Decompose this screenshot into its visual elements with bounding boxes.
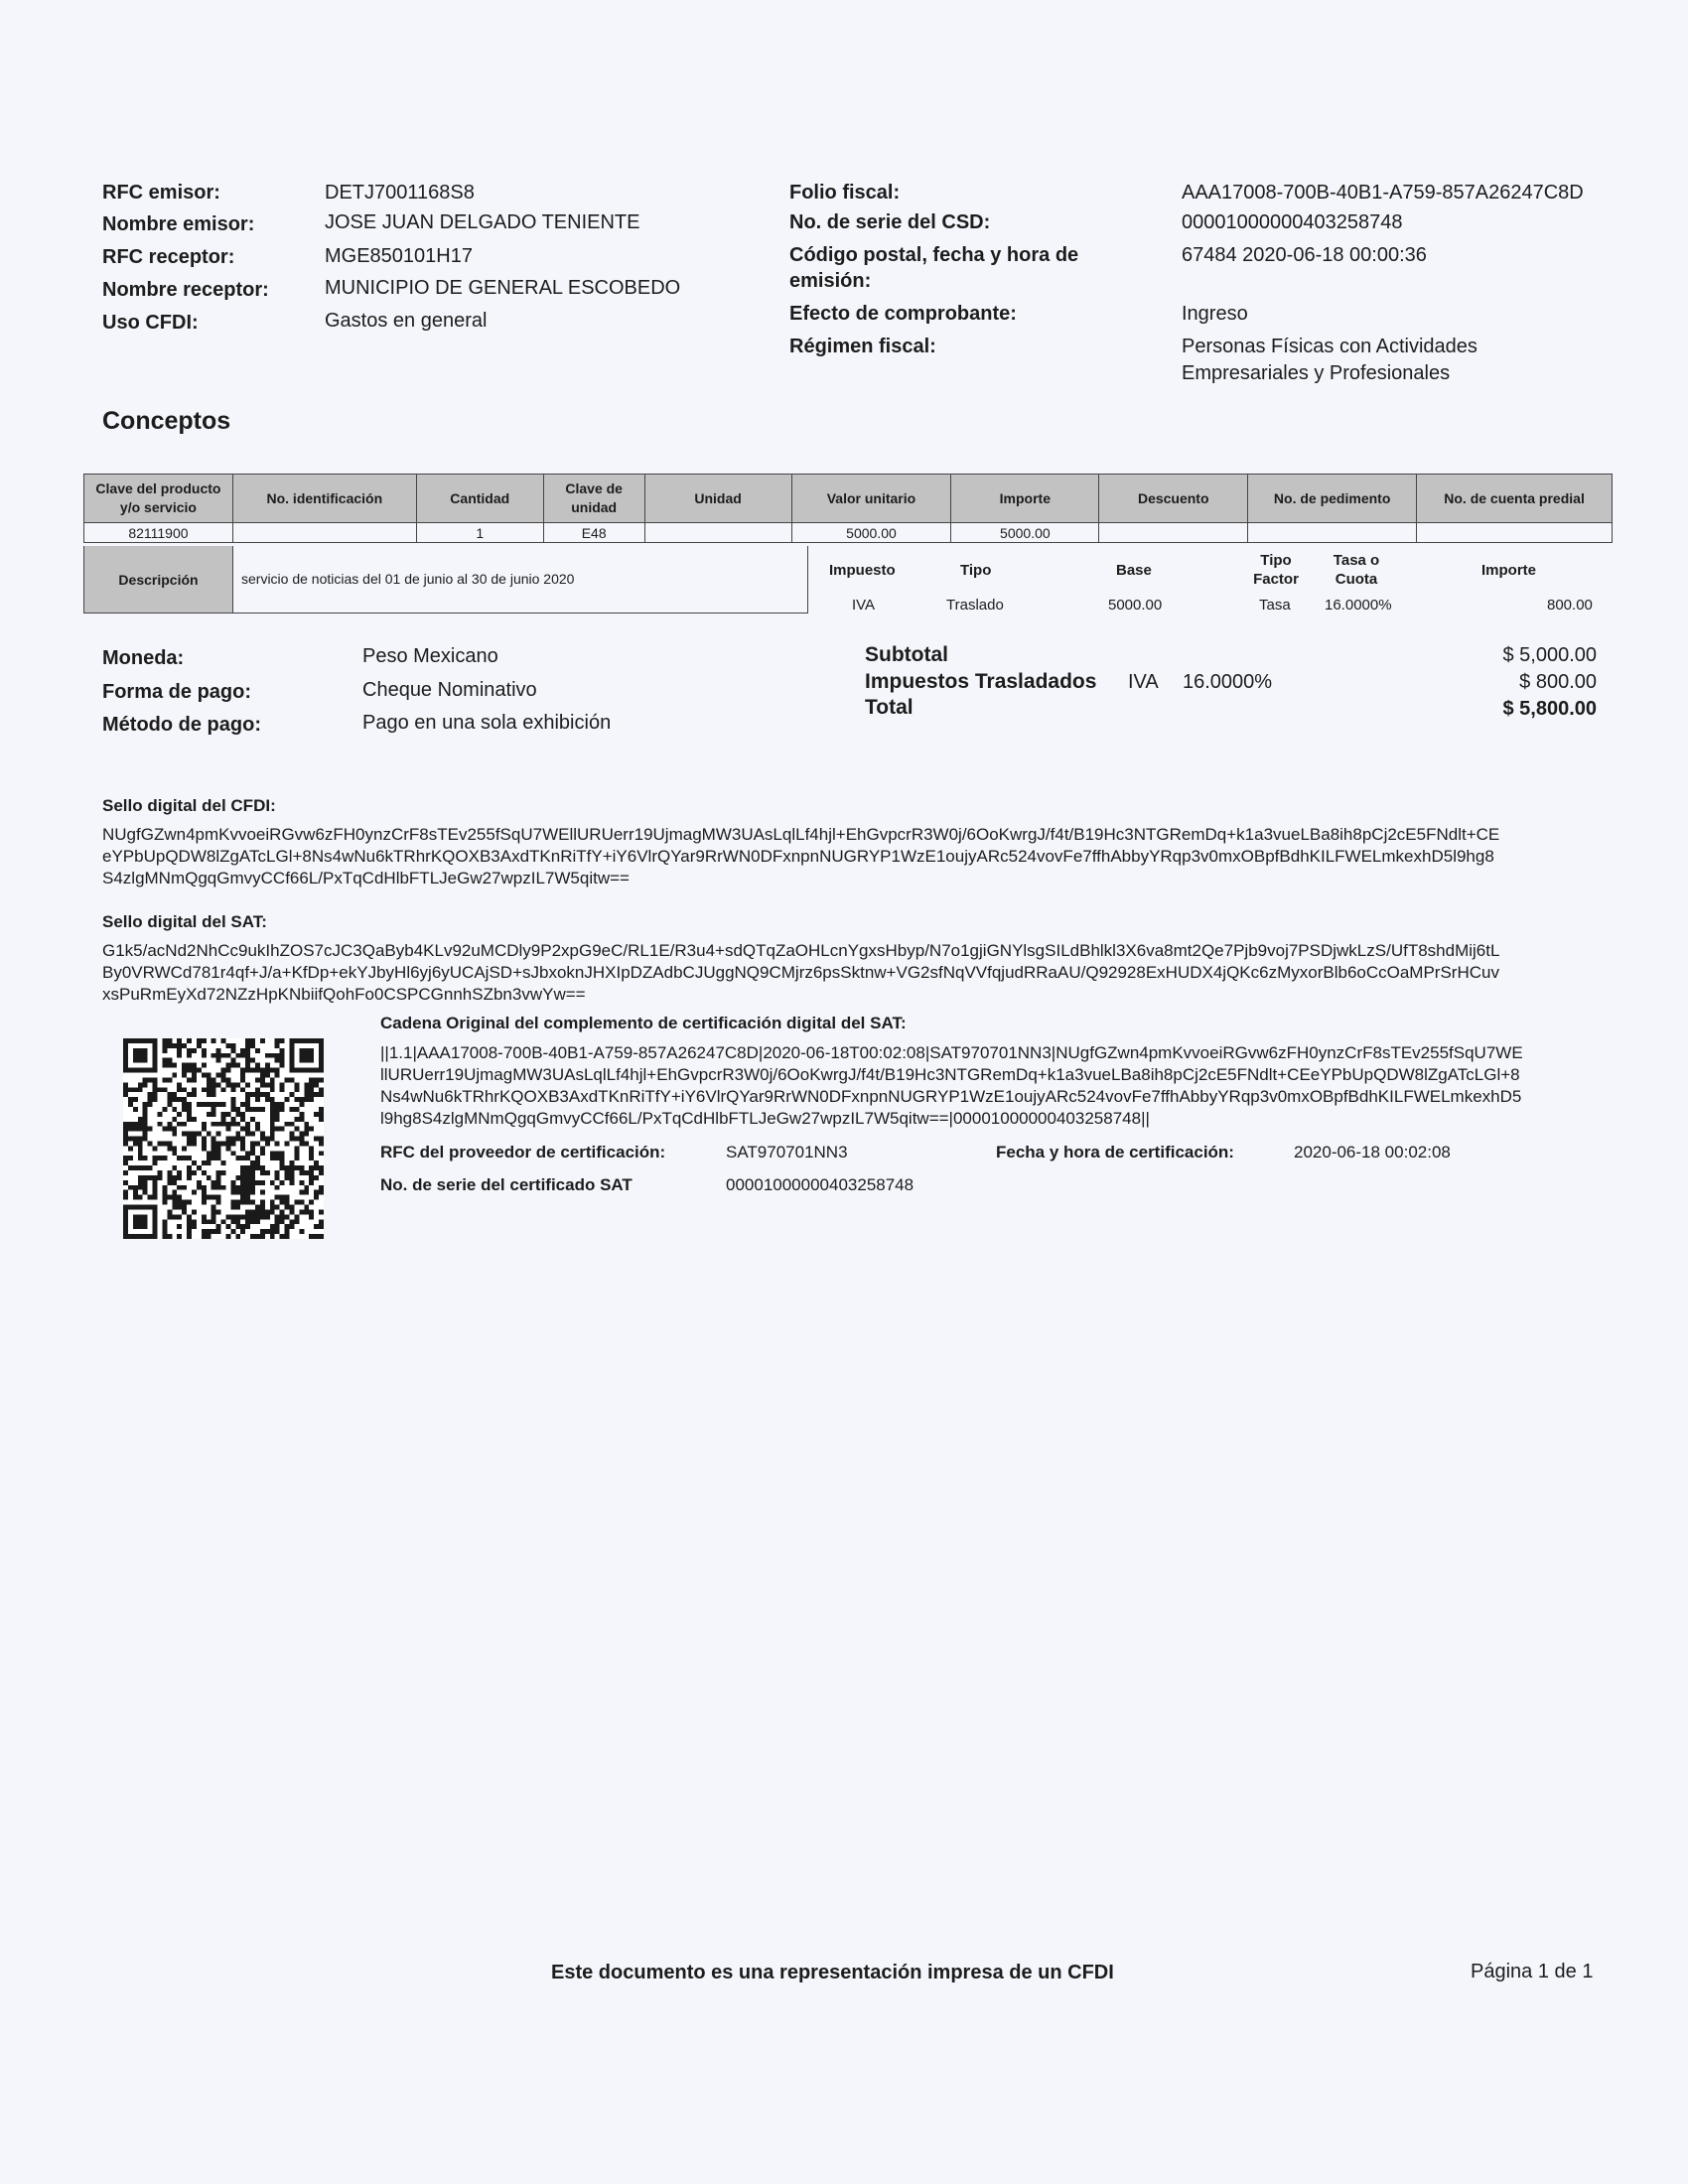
cadena-label: Cadena Original del complemento de certificación digital del SAT: xyxy=(380,1014,907,1032)
cadena-line: llURUerr19UjmagMW3UAsLqlLf4hjl+EhGvpcrR3W0j/6OoKwrgJ/f4t/B19Hc3NTGRemDq+k1a3vueLBa8ih8pCj2cE5FNdlt+CEeYPbUpQDW8lZgATcLGl+8 xyxy=(380,1065,1520,1084)
folio-fiscal-value: AAA17008-700B-40B1-A759-857A26247C8D xyxy=(1182,182,1584,204)
col-cantidad: Cantidad xyxy=(416,475,543,523)
impuestos-tasa: 16.0000% xyxy=(1183,671,1273,693)
total-label: Total xyxy=(865,696,914,719)
impuestos-value: $ 800.00 xyxy=(1519,671,1597,693)
col-descuento: Descuento xyxy=(1099,475,1248,523)
col-no-identificacion: No. identificación xyxy=(232,475,416,523)
regimen-value-1: Personas Físicas con Actividades xyxy=(1182,336,1477,357)
rfc-emisor-value: DETJ7001168S8 xyxy=(325,182,475,204)
regimen-value-2: Empresariales y Profesionales xyxy=(1182,362,1451,384)
tax-hdr-base: Base xyxy=(1116,562,1152,579)
rfc-emisor-label: RFC emisor: xyxy=(102,182,220,204)
footer-note: Este documento es una representación impresa de un CFDI xyxy=(551,1962,1114,1983)
col-clave-producto: Clave del producto y/o servicio xyxy=(84,475,233,523)
cell-importe: 5000.00 xyxy=(951,523,1099,543)
cell-clave-unidad: E48 xyxy=(543,523,644,543)
sello-sat-line: G1k5/acNd2NhCc9ukIhZOS7cJC3QaByb4KLv92uMCDly9P2xpG9eC/RL1E/R3u4+sdQTqZaOHLcnYgxsHbyp/N7o1gjiGNYlsgSILdBhlkl3X6va8mt2Qe7Pjb9voj7PSDjwkLzS/UfT8shdMij6tL xyxy=(102,941,1500,960)
moneda-label: Moneda: xyxy=(102,647,185,669)
rfc-receptor-value: MGE850101H17 xyxy=(325,245,473,267)
rfc-receptor-label: RFC receptor: xyxy=(102,246,235,268)
col-cuenta-predial: No. de cuenta predial xyxy=(1417,475,1613,523)
tax-hdr-tipo-factor: Tipo Factor xyxy=(1253,552,1299,588)
impuestos-label: Impuestos Trasladados xyxy=(865,670,1097,693)
conceptos-title: Conceptos xyxy=(102,407,231,435)
sello-sat-label: Sello digital del SAT: xyxy=(102,912,267,931)
moneda-value: Peso Mexicano xyxy=(362,645,498,667)
codigo-postal-label: Código postal, fecha y hora de xyxy=(789,244,1079,266)
folio-fiscal-label: Folio fiscal: xyxy=(789,182,901,204)
nombre-receptor-value: MUNICIPIO DE GENERAL ESCOBEDO xyxy=(325,277,681,299)
nombre-emisor-value: JOSE JUAN DELGADO TENIENTE xyxy=(325,211,640,233)
sello-cfdi-value xyxy=(102,824,1612,889)
sello-cfdi-line: S4zlgMNmQgqGmvyCCf66L/PxTqCdHlbFTLJeGw27wpzIL7W5qitw== xyxy=(102,869,630,887)
sello-sat-line: xsPuRmEyXd72NZzHpKNbiifQohFo0CSPCGnnhSZbn3vwYw== xyxy=(102,985,586,1004)
serie-certificado-value: 00001000000403258748 xyxy=(726,1175,914,1194)
conceptos-header-row xyxy=(84,475,1613,523)
cell-no-identificacion xyxy=(232,523,416,543)
forma-pago-label: Forma de pago: xyxy=(102,681,252,703)
descripcion-label: Descripción xyxy=(84,546,233,613)
cell-unidad xyxy=(644,523,791,543)
serie-certificado-label: No. de serie del certificado SAT xyxy=(380,1175,633,1194)
cadena-value xyxy=(380,1042,1617,1130)
col-clave-unidad: Clave de unidad xyxy=(543,475,644,523)
cell-clave-producto: 82111900 xyxy=(84,523,233,543)
col-unidad: Unidad xyxy=(644,475,791,523)
nombre-receptor-label: Nombre receptor: xyxy=(102,279,269,301)
efecto-value: Ingreso xyxy=(1182,303,1248,325)
fecha-emision-value: 67484 2020-06-18 00:00:36 xyxy=(1182,244,1427,266)
tax-hdr-tipo: Tipo xyxy=(960,562,992,579)
impuestos-tipo: IVA xyxy=(1128,671,1159,693)
forma-pago-value: Cheque Nominativo xyxy=(362,679,537,701)
cell-descuento xyxy=(1099,523,1248,543)
cell-valor-unitario: 5000.00 xyxy=(791,523,951,543)
cell-cuenta-predial xyxy=(1417,523,1613,543)
sello-sat-value xyxy=(102,940,1612,1006)
sello-cfdi-label: Sello digital del CFDI: xyxy=(102,796,276,815)
tax-hdr-impuesto: Impuesto xyxy=(829,562,896,579)
tax-importe: 800.00 xyxy=(1547,597,1593,614)
fecha-certificacion-value: 2020-06-18 00:02:08 xyxy=(1294,1143,1451,1161)
tax-tipo-factor: Tasa xyxy=(1259,597,1291,614)
col-no-pedimento: No. de pedimento xyxy=(1248,475,1417,523)
page-number: Página 1 de 1 xyxy=(1471,1961,1594,1982)
tax-hdr-tasa-cuota: Tasa o Cuota xyxy=(1333,552,1380,588)
conceptos-table xyxy=(83,474,1613,543)
regimen-label: Régimen fiscal: xyxy=(789,336,936,357)
total-value: $ 5,800.00 xyxy=(1502,698,1597,720)
rfc-proveedor-label: RFC del proveedor de certificación: xyxy=(380,1143,666,1161)
efecto-label: Efecto de comprobante: xyxy=(789,303,1017,325)
nombre-emisor-label: Nombre emisor: xyxy=(102,213,255,235)
metodo-pago-label: Método de pago: xyxy=(102,714,261,736)
cell-cantidad: 1 xyxy=(416,523,543,543)
subtotal-value: $ 5,000.00 xyxy=(1502,644,1597,666)
descripcion-text: servicio de noticias del 01 de junio al 30 de junio 2020 xyxy=(241,571,575,587)
sello-cfdi-line: eYPbUpQDW8lZgATcLGl+8Ns4wNu6kTRhrKQOXB3AxdTKnRiTfY+iY6VlrQYar9RrWN0DFxnpnNUGRYP1WzE1oujyARc524vovFe7ffhAbbyYRqp3v0mxOBpfBdhKILFWELmkexhD5l9hg8 xyxy=(102,847,1494,866)
uso-cfdi-label: Uso CFDI: xyxy=(102,312,199,334)
rfc-proveedor-value: SAT970701NN3 xyxy=(726,1143,848,1161)
tax-hdr-importe: Importe xyxy=(1481,562,1537,579)
tax-base: 5000.00 xyxy=(1108,597,1163,614)
sello-sat-line: By0VRWCd781r4qf+J/a+KfDp+ekYJbyHl6yj6yUCAjSD+sJbxoknJHXIpDZAdbCJUggNQ9CMjrz6psSktnw+VG2sfNqVVfqjudRRaAU/Q92928ExHUDX4jQKc6zMyxorBlb6oCcOaMPrSrHCuv xyxy=(102,963,1499,982)
sello-cfdi-line: NUgfGZwn4pmKvvoeiRGvw6zFH0ynzCrF8sTEv255fSqU7WEllURUerr19UjmagMW3UAsLqlLf4hjl+EhGvpcrR3W0j/6OoKwrgJ/f4t/B19Hc3NTGRemDq+k1a3vueLBa8ih8pCj2cE5FNdlt+CE xyxy=(102,825,1500,844)
subtotal-label: Subtotal xyxy=(865,643,948,666)
cell-no-pedimento xyxy=(1248,523,1417,543)
cadena-line: Ns4wNu6kTRhrKQOXB3AxdTKnRiTfY+iY6VlrQYar9RrWN0DFxnpnNUGRYP1WzE1oujyARc524vovFe7ffhAbbyYRqp3v0mxOBpfBdhKILFWELmkexhD5 xyxy=(380,1087,1522,1106)
uso-cfdi-value: Gastos en general xyxy=(325,310,488,332)
metodo-pago-value: Pago en una sola exhibición xyxy=(362,712,612,734)
serie-csd-value: 00001000000403258748 xyxy=(1182,211,1403,233)
serie-csd-label: No. de serie del CSD: xyxy=(789,211,991,233)
cadena-line: ||1.1|AAA17008-700B-40B1-A759-857A26247C8D|2020-06-18T00:02:08|SAT970701NN3|NUgfGZwn4pmKvvoeiRGvw6zFH0ynzCrF8sTEv255fSqU7WE xyxy=(380,1043,1523,1062)
tax-tasa: 16.0000% xyxy=(1325,597,1392,614)
cadena-line: l9hg8S4zlgMNmQgqGmvyCCf66L/PxTqCdHlbFTLJeGw27wpzIL7W5qitw==|00001000000403258748|| xyxy=(380,1109,1150,1128)
descripcion-box xyxy=(83,546,808,614)
fecha-certificacion-label: Fecha y hora de certificación: xyxy=(996,1143,1234,1161)
table-row xyxy=(84,523,1613,543)
tax-impuesto: IVA xyxy=(852,597,876,614)
tax-tipo: Traslado xyxy=(946,597,1004,614)
qr-code-icon xyxy=(123,1038,324,1239)
col-valor-unitario: Valor unitario xyxy=(791,475,951,523)
emision-label: emisión: xyxy=(789,270,872,292)
col-importe: Importe xyxy=(951,475,1099,523)
